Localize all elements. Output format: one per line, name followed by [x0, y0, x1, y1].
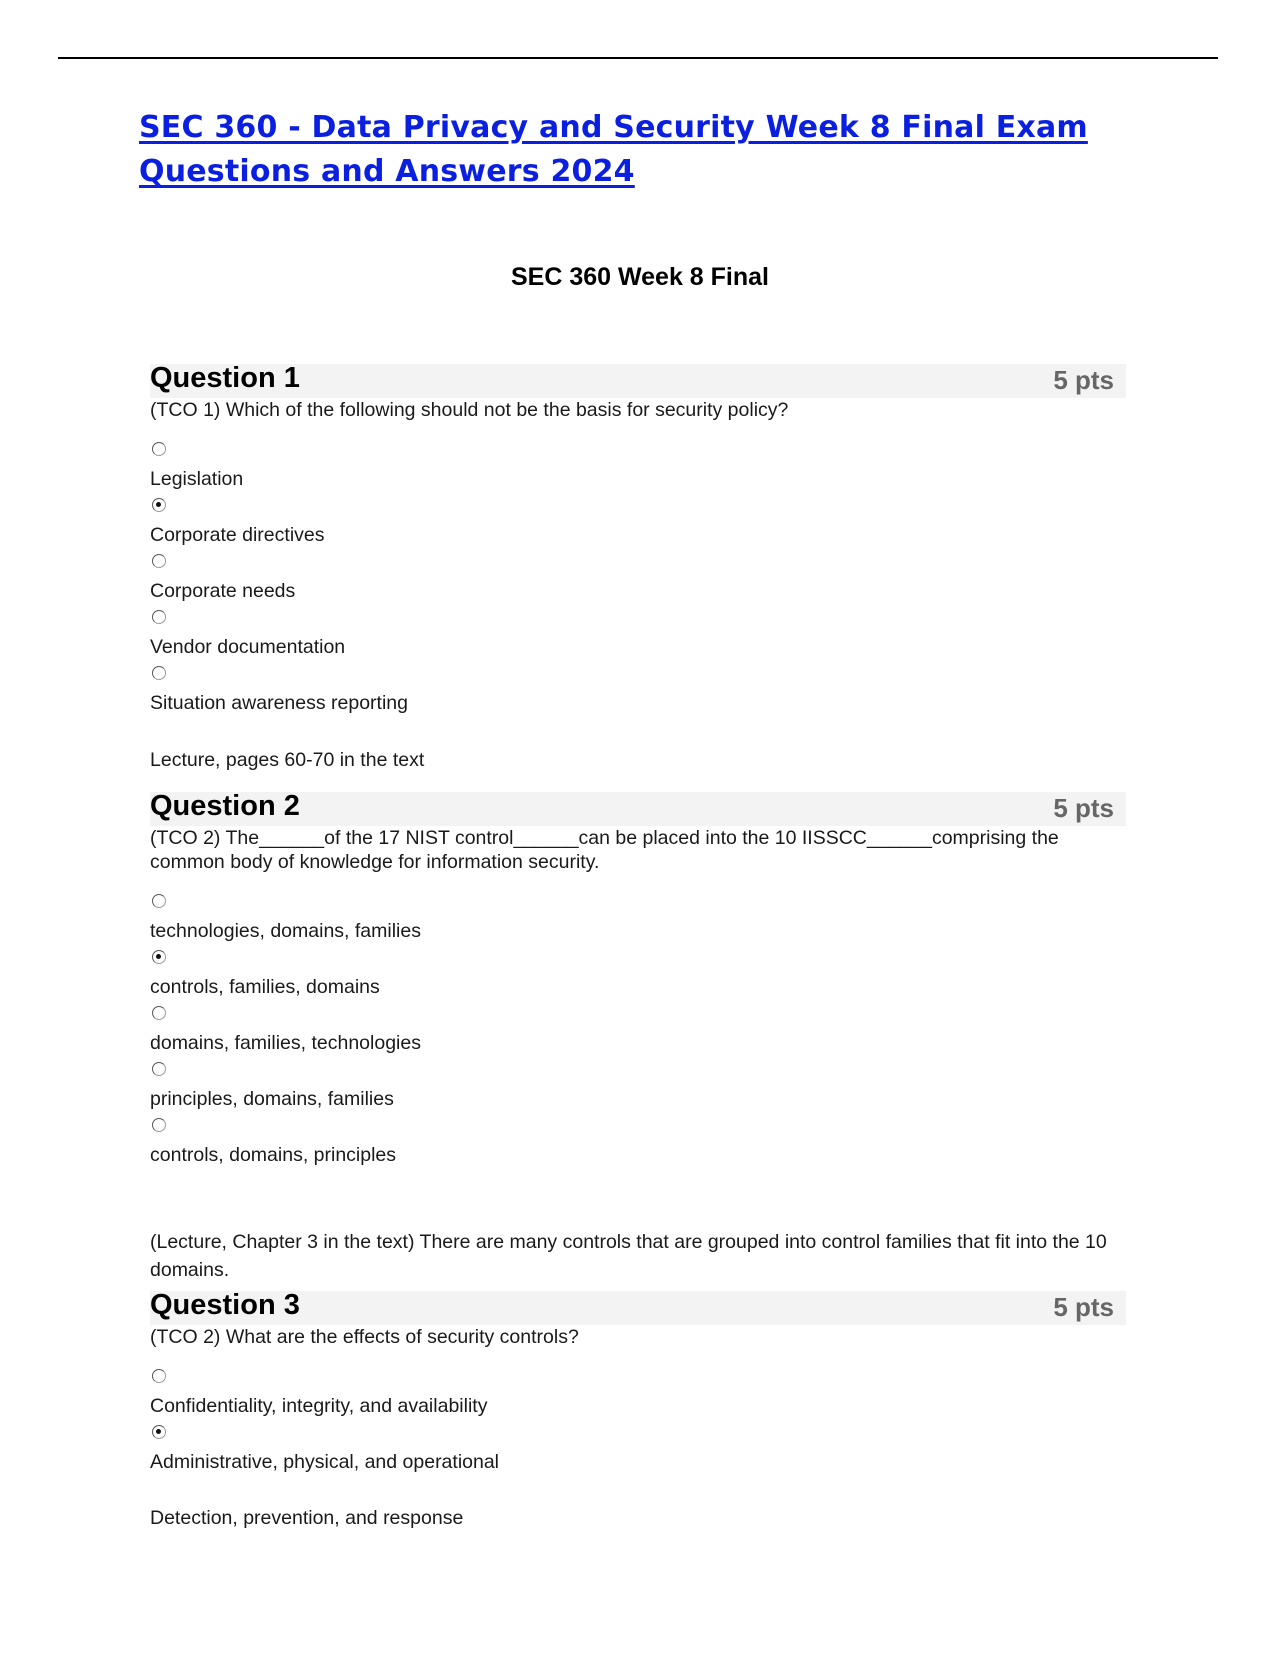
radio-button[interactable]	[152, 1118, 166, 1132]
answer-option[interactable]	[150, 610, 1126, 666]
question-title: Question 1	[150, 362, 300, 394]
answer-label: technologies, domains, families	[150, 920, 421, 942]
radio-button-selected[interactable]	[152, 1425, 166, 1439]
question-text: (TCO 1) Which of the following should not be the basis for security policy?	[150, 399, 789, 421]
answer-options	[150, 1369, 1126, 1537]
answer-note: (Lecture, Chapter 3 in the text) There are many controls that are grouped into control families that fit into the 10 domains.	[150, 1231, 1107, 1281]
radio-button[interactable]	[152, 666, 166, 680]
question-points: 5 pts	[1053, 1292, 1114, 1322]
answer-option[interactable]	[150, 1369, 1126, 1425]
answer-label: Vendor documentation	[150, 636, 346, 658]
question-points: 5 pts	[1053, 365, 1114, 395]
question-title: Question 2	[150, 790, 300, 822]
answer-option[interactable]	[150, 1062, 1126, 1118]
question-1	[150, 364, 1126, 774]
answer-option[interactable]	[150, 894, 1126, 950]
answer-option[interactable]	[150, 554, 1126, 610]
answer-option[interactable]	[150, 1425, 1126, 1481]
question-title: Question 3	[150, 1289, 300, 1321]
answer-options	[150, 442, 1126, 718]
answer-option[interactable]	[150, 442, 1126, 498]
answer-label: Confidentiality, integrity, and availability	[150, 1395, 488, 1417]
answer-label: Legislation	[150, 468, 244, 490]
answer-option[interactable]	[150, 1481, 1126, 1537]
question-text: (TCO 2) What are the effects of security controls?	[150, 1326, 579, 1348]
answer-label: domains, families, technologies	[150, 1032, 421, 1054]
radio-button-selected[interactable]	[152, 498, 166, 512]
answer-option[interactable]	[150, 1006, 1126, 1062]
document-title-link[interactable]: SEC 360 - Data Privacy and Security Week 8 Final Exam Questions and Answers 2024	[139, 110, 1088, 189]
radio-button[interactable]	[152, 1369, 166, 1383]
answer-label: controls, families, domains	[150, 976, 380, 998]
question-2	[150, 792, 1126, 1284]
answer-label: controls, domains, principles	[150, 1144, 397, 1166]
radio-button-selected[interactable]	[152, 950, 166, 964]
radio-button[interactable]	[152, 554, 166, 568]
question-3	[150, 1291, 1126, 1537]
answer-option[interactable]	[150, 666, 1126, 718]
answer-option[interactable]	[150, 950, 1126, 1006]
question-header	[150, 1291, 1126, 1325]
question-header	[150, 364, 1126, 398]
answer-label: principles, domains, families	[150, 1088, 394, 1110]
answer-options	[150, 894, 1126, 1170]
radio-button[interactable]	[152, 610, 166, 624]
radio-button[interactable]	[152, 1006, 166, 1020]
answer-label: Corporate directives	[150, 524, 325, 546]
answer-option[interactable]	[150, 498, 1126, 554]
radio-button[interactable]	[152, 442, 166, 456]
question-points: 5 pts	[1053, 793, 1114, 823]
radio-button[interactable]	[152, 894, 166, 908]
answer-label: Situation awareness reporting	[150, 692, 408, 714]
answer-label: Administrative, physical, and operational	[150, 1451, 500, 1473]
answer-label: Detection, prevention, and response	[150, 1507, 464, 1529]
answer-label: Corporate needs	[150, 580, 296, 602]
radio-button[interactable]	[152, 1062, 166, 1076]
question-text: (TCO 2) The______of the 17 NIST control______can be placed into the 10 IISSCC______comprising the common body of knowledge for information security.	[150, 827, 1065, 873]
question-header	[150, 792, 1126, 826]
answer-option[interactable]	[150, 1118, 1126, 1170]
top-rule	[58, 57, 1218, 59]
document-subtitle: SEC 360 Week 8 Final	[511, 263, 769, 291]
answer-note: Lecture, pages 60-70 in the text	[150, 749, 425, 771]
